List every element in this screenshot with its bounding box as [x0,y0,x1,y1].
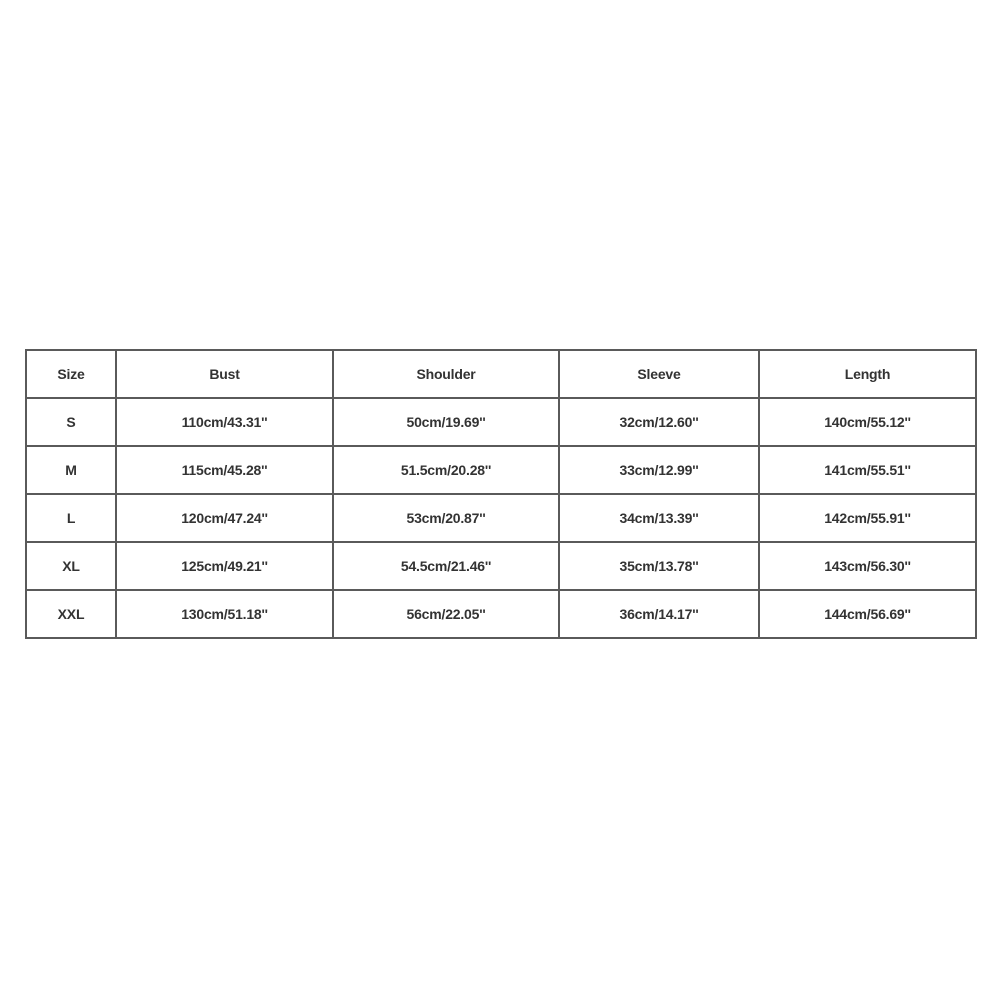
table-row [26,590,976,638]
column-header-sleeve: Sleeve [559,350,759,398]
bust-cell: 115cm/45.28'' [116,446,333,494]
sleeve-cell: 33cm/12.99'' [559,446,759,494]
length-cell: 140cm/55.12'' [759,398,976,446]
length-cell: 142cm/55.91'' [759,494,976,542]
shoulder-cell: 54.5cm/21.46'' [333,542,559,590]
shoulder-cell: 53cm/20.87'' [333,494,559,542]
length-cell: 144cm/56.69'' [759,590,976,638]
column-header-size: Size [26,350,116,398]
size-chart-table [25,349,977,639]
bust-cell: 125cm/49.21'' [116,542,333,590]
length-cell: 141cm/55.51'' [759,446,976,494]
size-cell: S [26,398,116,446]
table-row [26,542,976,590]
sleeve-cell: 36cm/14.17'' [559,590,759,638]
shoulder-cell: 50cm/19.69'' [333,398,559,446]
bust-cell: 120cm/47.24'' [116,494,333,542]
sleeve-cell: 32cm/12.60'' [559,398,759,446]
shoulder-cell: 51.5cm/20.28'' [333,446,559,494]
table-row [26,398,976,446]
bust-cell: 110cm/43.31'' [116,398,333,446]
sleeve-cell: 34cm/13.39'' [559,494,759,542]
length-cell: 143cm/56.30'' [759,542,976,590]
size-cell: XL [26,542,116,590]
column-header-bust: Bust [116,350,333,398]
table-header-row [26,350,976,398]
table-row [26,494,976,542]
size-cell: L [26,494,116,542]
size-cell: XXL [26,590,116,638]
sleeve-cell: 35cm/13.78'' [559,542,759,590]
table-row [26,446,976,494]
shoulder-cell: 56cm/22.05'' [333,590,559,638]
size-cell: M [26,446,116,494]
column-header-length: Length [759,350,976,398]
bust-cell: 130cm/51.18'' [116,590,333,638]
column-header-shoulder: Shoulder [333,350,559,398]
